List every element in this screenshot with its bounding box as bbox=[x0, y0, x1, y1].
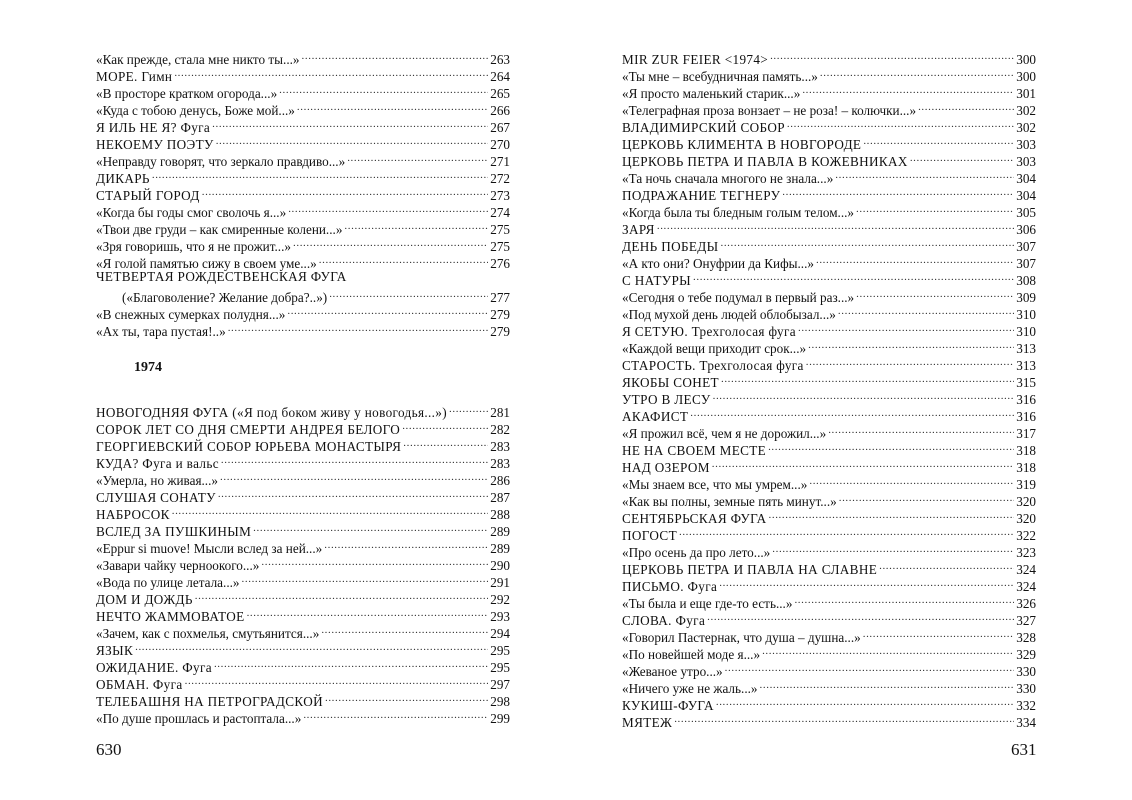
toc-entry-title: ЦЕРКОВЬ ПЕТРА И ПАВЛА НА СЛАВНЕ bbox=[622, 562, 878, 577]
toc-entry-page: 308 bbox=[1016, 273, 1036, 288]
toc-entry-title: ПОГОСТ bbox=[622, 528, 677, 543]
toc-entry-title: «Умерла, но живая...» bbox=[96, 473, 218, 488]
toc-entry-title: ОБМАН. Фуга bbox=[96, 677, 183, 692]
toc-entry-title: «В просторе кратком огорода...» bbox=[96, 86, 278, 101]
toc-entry-title: «Под мухой день людей облобызал...» bbox=[622, 307, 836, 322]
toc-list-top bbox=[96, 47, 510, 271]
dot-leader bbox=[816, 251, 1014, 268]
toc-entry-page: 290 bbox=[490, 558, 510, 573]
toc-entry-page: 295 bbox=[490, 660, 510, 675]
toc-entry bbox=[622, 523, 1036, 543]
dot-leader bbox=[657, 217, 1014, 234]
toc-entry-title: МЯТЕЖ bbox=[622, 715, 673, 730]
toc-entry-page: 279 bbox=[490, 324, 510, 339]
toc-entry-title: «Мы знаем все, что мы умрем...» bbox=[622, 477, 808, 492]
dot-leader bbox=[910, 149, 1014, 166]
toc-entry-title: «Ты была и еще где-то есть...» bbox=[622, 596, 793, 611]
toc-entry-title: «Как вы полны, земные пять минут...» bbox=[622, 494, 837, 509]
toc-entry-page: 281 bbox=[490, 405, 510, 420]
dot-leader bbox=[713, 387, 1015, 404]
toc-entry-title: «Завари чайку черноокого...» bbox=[96, 558, 260, 573]
toc-entry-title: («Благоволение? Желание добра?..») bbox=[122, 290, 328, 305]
toc-entry bbox=[96, 285, 510, 305]
toc-list-after bbox=[96, 302, 510, 339]
dot-leader bbox=[856, 200, 1014, 217]
toc-entry-title: АКАФИСТ bbox=[622, 409, 689, 424]
toc-entry-page: 299 bbox=[490, 711, 510, 726]
dot-leader bbox=[690, 404, 1014, 421]
dot-leader bbox=[174, 64, 488, 81]
toc-entry-title: СЕНТЯБРЬСКАЯ ФУГА bbox=[622, 511, 767, 526]
dot-leader bbox=[253, 519, 488, 536]
toc-entry-title: «Ты мне – всебудничная память...» bbox=[622, 69, 818, 84]
toc-entry-page: 297 bbox=[490, 677, 510, 692]
dot-leader bbox=[347, 149, 488, 166]
dot-leader bbox=[762, 642, 1014, 659]
toc-entry-page: 271 bbox=[490, 154, 510, 169]
toc-entry-title: «Когда бы годы смог сволочь я...» bbox=[96, 205, 287, 220]
toc-entry-page: 318 bbox=[1016, 443, 1036, 458]
toc-entry-page: 273 bbox=[490, 188, 510, 203]
toc-entry-page: 322 bbox=[1016, 528, 1036, 543]
toc-entry-page: 287 bbox=[490, 490, 510, 505]
toc-entry-page: 263 bbox=[490, 52, 510, 67]
dot-leader bbox=[712, 455, 1014, 472]
page-number-left: 630 bbox=[96, 740, 122, 759]
toc-entry-title: НЕКОЕМУ ПОЭТУ bbox=[96, 137, 214, 152]
dot-leader bbox=[247, 604, 489, 621]
toc-entry-title: НОВОГОДНЯЯ ФУГА («Я под боком живу у новогодья...») bbox=[96, 405, 447, 420]
dot-leader bbox=[152, 166, 488, 183]
toc-entry-title: «Ах ты, тара пустая!..» bbox=[96, 324, 226, 339]
dot-leader bbox=[719, 574, 1014, 591]
toc-entry-page: 292 bbox=[490, 592, 510, 607]
toc-entry-title: УТРО В ЛЕСУ bbox=[622, 392, 711, 407]
toc-entry-page: 286 bbox=[490, 473, 510, 488]
toc-entry-page: 320 bbox=[1016, 494, 1036, 509]
toc-entry bbox=[622, 217, 1036, 237]
toc-entry-page: 282 bbox=[490, 422, 510, 437]
toc-entry-title: НЕЧТО ЖАММОВАТОЕ bbox=[96, 609, 245, 624]
dot-leader bbox=[863, 132, 1014, 149]
toc-entry-page: 302 bbox=[1016, 103, 1036, 118]
dot-leader bbox=[321, 621, 488, 638]
toc-entry-page: 293 bbox=[490, 609, 510, 624]
toc-entry-title: MIR ZUR FEIER <1974> bbox=[622, 52, 769, 67]
dot-leader bbox=[918, 98, 1014, 115]
dot-leader bbox=[808, 336, 1014, 353]
toc-entry-title: ТЕЛЕБАШНЯ НА ПЕТРОГРАДСКОЙ bbox=[96, 694, 323, 709]
dot-leader bbox=[329, 285, 488, 302]
toc-entry-title: «Сегодня о тебе подумал в первый раз...» bbox=[622, 290, 855, 305]
toc-entry-page: 307 bbox=[1016, 239, 1036, 254]
toc-entry bbox=[622, 710, 1036, 730]
dot-leader bbox=[828, 421, 1014, 438]
toc-entry-page: 330 bbox=[1016, 681, 1036, 696]
toc-entry-title: ЧЕТВЕРТАЯ РОЖДЕСТВЕНСКАЯ ФУГА bbox=[96, 269, 347, 284]
toc-entry-page: 313 bbox=[1016, 341, 1036, 356]
toc-entry-title: СЛУШАЯ СОНАТУ bbox=[96, 490, 216, 505]
toc-entry-page: 334 bbox=[1016, 715, 1036, 730]
toc-entry-page: 324 bbox=[1016, 579, 1036, 594]
toc-entry-page: 303 bbox=[1016, 137, 1036, 152]
toc-entry-page: 272 bbox=[490, 171, 510, 186]
toc-entry-title: «Зачем, как с похмелья, смутьянится...» bbox=[96, 626, 320, 641]
toc-entry-page: 291 bbox=[490, 575, 510, 590]
dot-leader bbox=[214, 655, 488, 672]
toc-entry-page: 310 bbox=[1016, 307, 1036, 322]
toc-entry bbox=[96, 400, 510, 420]
dot-leader bbox=[218, 485, 488, 502]
dot-leader bbox=[303, 706, 488, 723]
toc-entry-page: 294 bbox=[490, 626, 510, 641]
toc-entry-page: 326 bbox=[1016, 596, 1036, 611]
toc-entry-title: ДЕНЬ ПОБЕДЫ bbox=[622, 239, 719, 254]
dot-leader bbox=[725, 659, 1015, 676]
dot-leader bbox=[782, 183, 1014, 200]
toc-entry-page: 318 bbox=[1016, 460, 1036, 475]
dot-leader bbox=[820, 64, 1014, 81]
dot-leader bbox=[798, 319, 1014, 336]
dot-leader bbox=[809, 472, 1014, 489]
toc-entry-title: ЦЕРКОВЬ КЛИМЕНТА В НОВГОРОДЕ bbox=[622, 137, 862, 152]
toc-entry-page: 298 bbox=[490, 694, 510, 709]
toc-entry-title: ЗАРЯ bbox=[622, 222, 655, 237]
dot-leader bbox=[856, 285, 1014, 302]
page-number-right: 631 bbox=[1011, 740, 1037, 759]
dot-leader bbox=[293, 234, 488, 251]
dot-leader bbox=[879, 557, 1014, 574]
toc-entry-title: ДИКАРЬ bbox=[96, 171, 150, 186]
toc-entry-page: 283 bbox=[490, 439, 510, 454]
toc-entry-page: 306 bbox=[1016, 222, 1036, 237]
toc-entry-page: 289 bbox=[490, 541, 510, 556]
dot-leader bbox=[787, 115, 1014, 132]
toc-entry-page: 324 bbox=[1016, 562, 1036, 577]
toc-entry bbox=[96, 638, 510, 658]
toc-entry-page: 327 bbox=[1016, 613, 1036, 628]
toc-entry-page: 279 bbox=[490, 307, 510, 322]
toc-entry-page: 289 bbox=[490, 524, 510, 539]
toc-entry-page: 300 bbox=[1016, 69, 1036, 84]
dot-leader bbox=[324, 536, 488, 553]
toc-entry-title: ВЛАДИМИРСКИЙ СОБОР bbox=[622, 120, 785, 135]
dot-leader bbox=[212, 115, 488, 132]
dot-leader bbox=[839, 489, 1015, 506]
toc-entry-title: «Зря говоришь, что я не прожит...» bbox=[96, 239, 291, 254]
toc-entry-title: «Я просто маленький старик...» bbox=[622, 86, 801, 101]
toc-entry-page: 267 bbox=[490, 120, 510, 135]
year-heading: 1974 bbox=[134, 360, 162, 375]
toc-entry-title: «А кто они? Онуфрии да Кифы...» bbox=[622, 256, 814, 271]
toc-entry-page: 304 bbox=[1016, 171, 1036, 186]
toc-entry-title: СТАРОСТЬ. Трехголосая фуга bbox=[622, 358, 804, 373]
toc-entry-title: НЕ НА СВОЕМ МЕСТЕ bbox=[622, 443, 767, 458]
toc-entry-title: ЯЗЫК bbox=[96, 643, 134, 658]
toc-entry-page: 313 bbox=[1016, 358, 1036, 373]
toc-entry bbox=[96, 183, 510, 203]
dot-leader bbox=[202, 183, 488, 200]
toc-entry-title: НАБРОСОК bbox=[96, 507, 170, 522]
toc-entry-page: 283 bbox=[490, 456, 510, 471]
toc-entry bbox=[622, 540, 1036, 560]
toc-entry-title: КУКИШ-ФУГА bbox=[622, 698, 714, 713]
dot-leader bbox=[720, 234, 1014, 251]
toc-entry-page: 270 bbox=[490, 137, 510, 152]
toc-entry-title: ВСЛЕД ЗА ПУШКИНЫМ bbox=[96, 524, 252, 539]
left-page bbox=[96, 47, 510, 726]
toc-entry bbox=[622, 47, 1036, 67]
toc-entry-title: «Ничего уже не жаль...» bbox=[622, 681, 758, 696]
toc-entry-title: «По душе прошлась и растоптала...» bbox=[96, 711, 302, 726]
toc-entry-page: 305 bbox=[1016, 205, 1036, 220]
toc-entry-title: ЯКОБЫ СОНЕТ bbox=[622, 375, 719, 390]
toc-entry-title: «Жеваное утро...» bbox=[622, 664, 723, 679]
toc-entry-title: «Про осень да про лето...» bbox=[622, 545, 771, 560]
toc-entry-page: 316 bbox=[1016, 409, 1036, 424]
dot-leader bbox=[228, 319, 489, 336]
toc-entry-title: «Когда была ты бледным голым телом...» bbox=[622, 205, 855, 220]
toc-entry-title: СОРОК ЛЕТ СО ДНЯ СМЕРТИ АНДРЕЯ БЕЛОГО bbox=[96, 422, 401, 437]
toc-list-right bbox=[622, 47, 1036, 730]
dot-leader bbox=[185, 672, 489, 689]
toc-entry-page: 300 bbox=[1016, 52, 1036, 67]
toc-entry-page: 275 bbox=[490, 222, 510, 237]
toc-entry-page: 330 bbox=[1016, 664, 1036, 679]
dot-leader bbox=[287, 302, 488, 319]
toc-entry-page: 275 bbox=[490, 239, 510, 254]
dot-leader bbox=[242, 570, 489, 587]
toc-entry-title: Я СЕТУЮ. Трехголосая фуга bbox=[622, 324, 796, 339]
toc-list-1974 bbox=[96, 400, 510, 726]
dot-leader bbox=[760, 676, 1015, 693]
dot-leader bbox=[794, 591, 1014, 608]
dot-leader bbox=[693, 268, 1014, 285]
dot-leader bbox=[721, 370, 1014, 387]
dot-leader bbox=[279, 81, 488, 98]
dot-leader bbox=[716, 693, 1014, 710]
toc-entry-page: 277 bbox=[490, 290, 510, 305]
toc-entry-title: ДОМ И ДОЖДЬ bbox=[96, 592, 193, 607]
dot-leader bbox=[768, 438, 1014, 455]
toc-entry-page: 295 bbox=[490, 643, 510, 658]
dot-leader bbox=[220, 468, 488, 485]
dot-leader bbox=[172, 502, 489, 519]
toc-entry-page: 274 bbox=[490, 205, 510, 220]
toc-entry-title: «Твои две груди – как смиренные колени...» bbox=[96, 222, 343, 237]
dot-leader bbox=[449, 400, 488, 417]
toc-entry-title: «Как прежде, стала мне никто ты...» bbox=[96, 52, 300, 67]
toc-entry-page: 288 bbox=[490, 507, 510, 522]
toc-entry-title: «Говорил Пастернак, что душа – душна...» bbox=[622, 630, 861, 645]
toc-entry-page: 302 bbox=[1016, 120, 1036, 135]
dot-leader bbox=[288, 200, 488, 217]
toc-entry-page: 265 bbox=[490, 86, 510, 101]
dot-leader bbox=[863, 625, 1014, 642]
dot-leader bbox=[772, 540, 1014, 557]
toc-entry-title: Я ИЛЬ НЕ Я? Фуга bbox=[96, 120, 211, 135]
toc-entry-title: «В снежных сумерках полудня...» bbox=[96, 307, 286, 322]
toc-entry-page: 264 bbox=[490, 69, 510, 84]
toc-entry-page: 307 bbox=[1016, 256, 1036, 271]
dot-leader bbox=[802, 81, 1014, 98]
toc-entry-page: 315 bbox=[1016, 375, 1036, 390]
toc-entry-title: СЛОВА. Фуга bbox=[622, 613, 706, 628]
toc-entry-page: 310 bbox=[1016, 324, 1036, 339]
dot-leader bbox=[344, 217, 488, 234]
toc-entry-page: 309 bbox=[1016, 290, 1036, 305]
toc-entry-title: МОРЕ. Гимн bbox=[96, 69, 173, 84]
toc-entry-title: ОЖИДАНИЕ. Фуга bbox=[96, 660, 212, 675]
dot-leader bbox=[221, 451, 488, 468]
toc-entry-page: 332 bbox=[1016, 698, 1036, 713]
dot-leader bbox=[216, 132, 489, 149]
toc-entry-title: «Вода по улице летала...» bbox=[96, 575, 240, 590]
toc-entry-page: 317 bbox=[1016, 426, 1036, 441]
dot-leader bbox=[769, 506, 1015, 523]
dot-leader bbox=[195, 587, 488, 604]
toc-entry-title: «Телеграфная проза вонзает – не роза! – колючки...» bbox=[622, 103, 917, 118]
dot-leader bbox=[402, 417, 488, 434]
toc-entry-page: 329 bbox=[1016, 647, 1036, 662]
toc-entry bbox=[96, 166, 510, 186]
toc-entry bbox=[622, 234, 1036, 254]
toc-entry-title: «Eppur si muove! Мысли вслед за ней...» bbox=[96, 541, 323, 556]
dot-leader bbox=[838, 302, 1014, 319]
toc-entry-title: ПОДРАЖАНИЕ ТЕГНЕРУ bbox=[622, 188, 781, 203]
toc-entry-page: 328 bbox=[1016, 630, 1036, 645]
toc-entry bbox=[96, 47, 510, 67]
dot-leader bbox=[835, 166, 1014, 183]
toc-entry-title: ЦЕРКОВЬ ПЕТРА И ПАВЛА В КОЖЕВНИКАХ bbox=[622, 154, 908, 169]
toc-entry-title: «Я голой памятью сижу в своем уме...» bbox=[96, 256, 317, 271]
toc-entry-page: 276 bbox=[490, 256, 510, 271]
toc-entry-title: НАД ОЗЕРОМ bbox=[622, 460, 710, 475]
dot-leader bbox=[297, 98, 488, 115]
toc-entry-title: «Я прожил всё, чем я не дорожил...» bbox=[622, 426, 827, 441]
dot-leader bbox=[679, 523, 1014, 540]
toc-entry-page: 319 bbox=[1016, 477, 1036, 492]
dot-leader bbox=[135, 638, 488, 655]
toc-entry-title: «Та ночь сначала многого не знала...» bbox=[622, 171, 834, 186]
toc-entry bbox=[96, 655, 510, 675]
toc-entry-page: 320 bbox=[1016, 511, 1036, 526]
dot-leader bbox=[674, 710, 1014, 727]
toc-entry-title: ГЕОРГИЕВСКИЙ СОБОР ЮРЬЕВА МОНАСТЫРЯ bbox=[96, 439, 402, 454]
toc-entry-title: СТАРЫЙ ГОРОД bbox=[96, 188, 200, 203]
dot-leader bbox=[770, 47, 1014, 64]
toc-entry-title: «Неправду говорят, что зеркало правдиво...» bbox=[96, 154, 346, 169]
toc-entry-title: «По новейшей моде я...» bbox=[622, 647, 761, 662]
toc-entry-page: 266 bbox=[490, 103, 510, 118]
dot-leader bbox=[319, 251, 488, 268]
toc-entry-page: 303 bbox=[1016, 154, 1036, 169]
dot-leader bbox=[403, 434, 488, 451]
dot-leader bbox=[325, 689, 488, 706]
toc-entry-page: 304 bbox=[1016, 188, 1036, 203]
dot-leader bbox=[261, 553, 488, 570]
toc-entry-title: ПИСЬМО. Фуга bbox=[622, 579, 718, 594]
toc-entry-page: 301 bbox=[1016, 86, 1036, 101]
toc-entry-page: 323 bbox=[1016, 545, 1036, 560]
right-page bbox=[622, 47, 1036, 730]
dot-leader bbox=[806, 353, 1014, 370]
toc-entry-page: 316 bbox=[1016, 392, 1036, 407]
toc-entry-title: «Куда с тобою денусь, Боже мой...» bbox=[96, 103, 295, 118]
dot-leader bbox=[302, 47, 489, 64]
toc-entry-title: КУДА? Фуга и вальс bbox=[96, 456, 219, 471]
dot-leader bbox=[707, 608, 1014, 625]
toc-entry-title: С НАТУРЫ bbox=[622, 273, 692, 288]
toc-entry-title: «Каждой вещи приходит срок...» bbox=[622, 341, 807, 356]
